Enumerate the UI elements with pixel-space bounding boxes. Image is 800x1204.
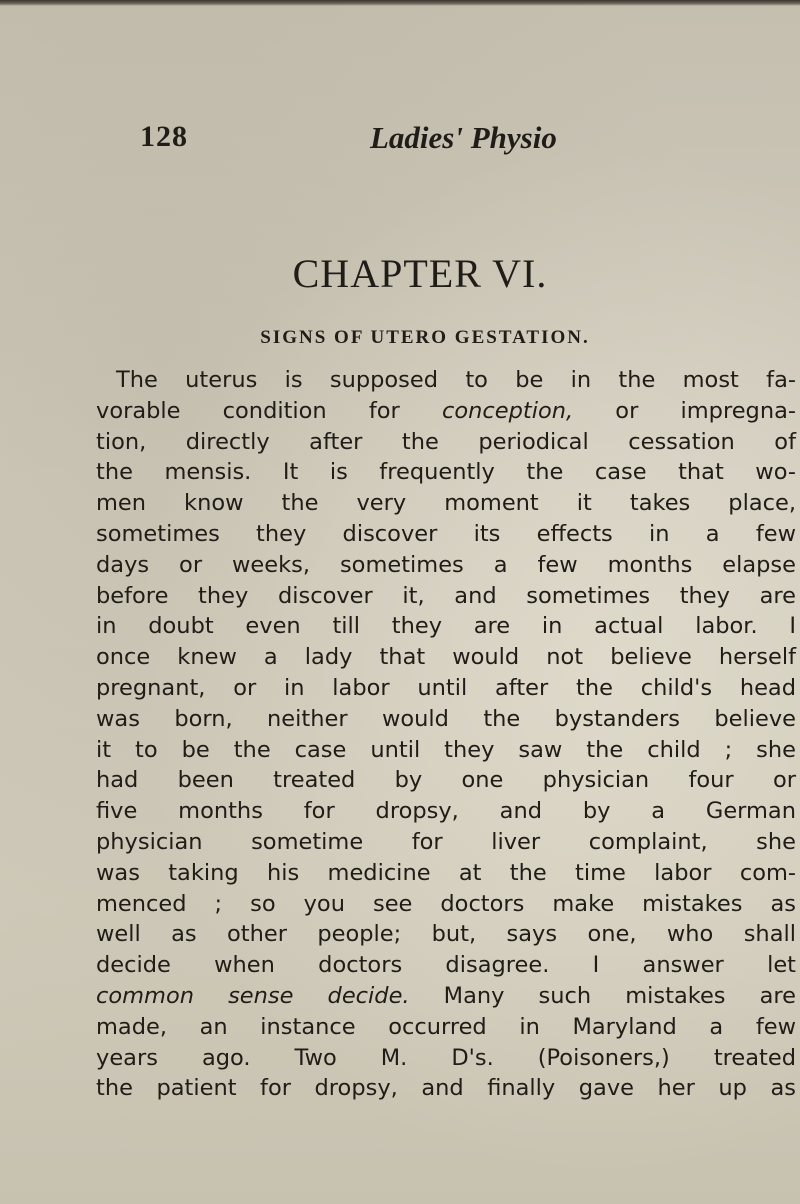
text-line bbox=[96, 858, 796, 889]
text-segment: pregnant, or in labor until after the child's head bbox=[96, 674, 796, 701]
chapter-title: CHAPTER VI. bbox=[292, 251, 548, 296]
text-segment: the patient for dropsy, and finally gave her up as bbox=[96, 1075, 796, 1102]
text-segment: vorable condition for bbox=[96, 397, 442, 424]
text-line bbox=[96, 519, 796, 550]
section-heading: SIGNS OF UTERO GESTATION. bbox=[260, 327, 590, 348]
text-segment: physician sometime for liver complaint, she bbox=[96, 828, 796, 855]
text-line bbox=[96, 981, 796, 1012]
text-segment: or impregna- bbox=[573, 397, 796, 424]
text-line bbox=[96, 765, 796, 796]
text-line bbox=[96, 611, 796, 642]
text-line bbox=[96, 427, 796, 458]
text-segment: in doubt even till they are in actual labor. I bbox=[96, 613, 796, 640]
text-line bbox=[96, 919, 796, 950]
text-segment: decide when doctors disagree. I answer let bbox=[96, 952, 796, 979]
text-segment: menced ; so you see doctors make mistakes as bbox=[96, 890, 796, 917]
text-segment: five months for dropsy, and by a German bbox=[96, 798, 796, 825]
running-title: Ladies' Physio bbox=[370, 120, 557, 155]
text-segment: it to be the case until they saw the child ; she bbox=[96, 736, 796, 763]
running-head bbox=[0, 120, 800, 160]
text-segment: years ago. Two M. D's. (Poisoners,) treated bbox=[96, 1044, 796, 1071]
text-segment: men know the very moment it takes place, bbox=[96, 490, 796, 517]
text-segment: well as other people; but, says one, who shall bbox=[96, 921, 796, 948]
text-line bbox=[96, 1012, 796, 1043]
italic-text-segment: conception, bbox=[441, 397, 574, 424]
text-segment: The uterus is supposed to be in the most fa- bbox=[116, 367, 796, 393]
text-line bbox=[96, 1043, 796, 1074]
page-number: 128 bbox=[140, 120, 188, 153]
text-line bbox=[96, 457, 796, 488]
text-segment: was born, neither would the bystanders believe bbox=[96, 705, 796, 732]
text-line bbox=[96, 889, 796, 920]
text-segment: sometimes they discover its effects in a few bbox=[96, 520, 796, 547]
text-segment: days or weeks, sometimes a few months elapse bbox=[96, 551, 796, 578]
page-top-edge bbox=[0, 0, 800, 6]
text-line bbox=[96, 396, 796, 427]
text-line bbox=[96, 581, 796, 612]
italic-text-segment: common sense decide. bbox=[96, 982, 410, 1009]
text-line bbox=[96, 735, 796, 766]
text-line bbox=[96, 796, 796, 827]
text-line bbox=[96, 642, 796, 673]
text-line bbox=[96, 550, 796, 581]
text-segment: made, an instance occurred in Maryland a few bbox=[96, 1013, 796, 1040]
text-line bbox=[96, 827, 796, 858]
text-segment: once knew a lady that would not believe herself bbox=[96, 644, 796, 671]
text-line bbox=[96, 704, 796, 735]
text-segment: tion, directly after the periodical cessation of bbox=[96, 428, 796, 455]
text-segment: had been treated by one physician four or bbox=[96, 767, 796, 794]
text-segment: before they discover it, and sometimes they are bbox=[96, 582, 796, 609]
text-line bbox=[96, 1073, 796, 1104]
text-segment: was taking his medicine at the time labor com- bbox=[96, 859, 796, 886]
body-paragraph bbox=[96, 365, 796, 1104]
text-segment: the mensis. It is frequently the case that wo- bbox=[96, 459, 796, 486]
text-line bbox=[96, 673, 796, 704]
text-line bbox=[96, 488, 796, 519]
text-segment: Many such mistakes are bbox=[409, 982, 797, 1009]
text-line bbox=[96, 950, 796, 981]
text-line bbox=[96, 365, 796, 396]
